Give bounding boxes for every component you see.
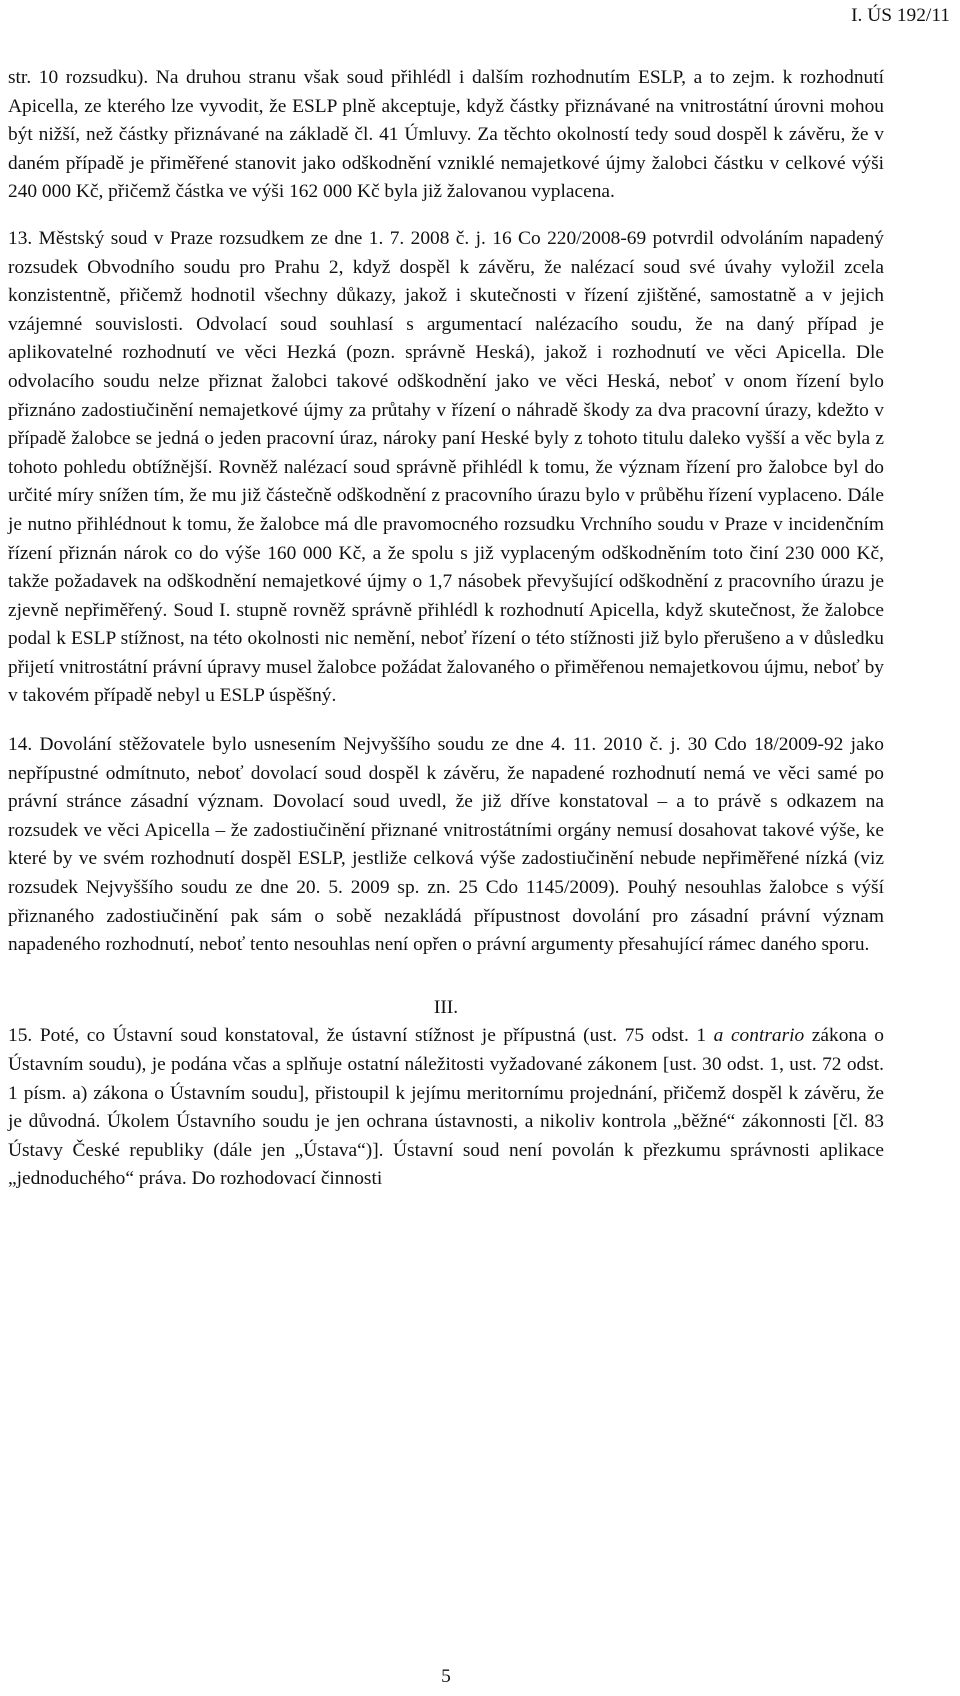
paragraph-13: 13. Městský soud v Praze rozsudkem ze dne 1. 7. 2008 č. j. 16 Co 220/2008-69 potvrdil odvoláním napadený rozsudek Obvodního soudu pro Prahu 2, když dospěl k závěru, že nalézací soud své úvahy vyložil zcela konzistentně, přičemž hodnotil všechny důkazy, jakož i skutečnosti v řízení zjištěné, samostatně a v jejich vzájemné souvislosti. Odvolací soud souhlasí s argumentací nalézacího soudu, že na daný případ je aplikovatelné rozhodnutí ve věci Hezká (pozn. správně Heská), jakož i rozhodnutí ve věci Apicella. Dle odvolacího soudu nelze přiznat žalobci takové odškodnění jako ve věci Heská, neboť v onom řízení bylo přiznáno zadostiučinění nemajetkové újmy za průtahy v řízení o náhradě škody za dva pracovní úrazy, kdežto v případě žalobce se jedná o jeden pracovní úraz, nároky paní Heské byly z tohoto titulu daleko vyšší a věc byla z tohoto pohledu obtížnější. Rovněž nalézací soud správně přihlédl k tomu, že význam řízení pro žalobce byl do určité míry snížen tím, že mu již částečně odškodnění z pracovního úrazu bylo v průběhu řízení vyplaceno. Dále je nutno přihlédnout k tomu, že žalobce má dle pravomocného rozsudku Vrchního soudu v Praze v incidenčním řízení přiznán nárok co do výše 160 000 Kč, a že spolu s již vyplaceným odškodněním toto činí 230 000 Kč, takže požadavek na odškodnění nemajetkové újmy o 1,7 násobek převyšující odškodnění z pracovního úrazu je zjevně nepřiměřený. Soud I. stupně rovněž správně přihlédl k rozhodnutí Apicella, když skutečnost, že žalobce podal k ESLP stížnost, na této okolnosti nic nemění, neboť řízení o této stížnosti již bylo přerušeno a v důsledku přijetí vnitrostátní právní úpravy musel žalobce požádat žalovaného o přiměřenou nemajetkovou újmu, neboť by v takovém případě nebyl u ESLP úspěšný. xyxy=(8,227,884,707)
paragraph-15-part-2: zákona o Ústavním soudu), je podána včas a splňuje ostatní náležitosti vyžadované zákonem [ust. 30 odst. 1, ust. 72 odst. 1 písm. a) zákona o Ústavním soudu], přistoupil k jejímu meritornímu projednání, přičemž dospěl k závěru, že je důvodná. Úkolem Ústavního soudu je jen ochrana ústavnosti, a nikoliv kontrola „běžné“ zákonnosti [čl. 83 Ústavy České republiky (dále jen „Ústava“)]. Ústavní soud není povolán k přezkumu správnosti aplikace „jednoduchého“ práva. Do rozhodovací činnosti xyxy=(8,1025,884,1190)
paragraph-12-continuation: str. 10 rozsudku). Na druhou stranu však soud přihlédl i dalším rozhodnutím ESLP, a to zejm. k rozhodnutí Apicella, ze kterého lze vyvodit, že ESLP plně akceptuje, když částky přiznávané na vnitrostátní úrovni mohou být nižší, než částky přiznávané na základě čl. 41 Úmluvy. Za těchto okolností tedy soud dospěl k závěru, že v daném případě je přiměřené stanovit jako odškodnění vzniklé nemajetkové újmy žalobci částku v celkové výši 240 000 Kč, přičemž částka ve výši 162 000 Kč byla již žalovanou vyplacena. xyxy=(8,67,884,203)
document-body xyxy=(8,64,884,1194)
paragraph-14: 14. Dovolání stěžovatele bylo usnesením Nejvyššího soudu ze dne 4. 11. 2010 č. j. 30 Cdo 18/2009-92 jako nepřípustné odmítnuto, neboť dovolací soud dospěl k závěru, že napadené rozhodnutí nemá ve věci samé po právní stránce zásadní význam. Dovolací soud uvedl, že již dříve konstatoval – a to právě s odkazem na rozsudek ve věci Apicella – že zadostiučinění přiznané vnitrostátními orgány nemusí dosahovat takové výše, ke které by ve svém rozhodnutí dospěl ESLP, jestliže celková výše zadostiučinění nebude nepřiměřené nízká (viz rozsudek Nejvyššího soudu ze dne 20. 5. 2009 sp. zn. 25 Cdo 1145/2009). Pouhý nesouhlas žalobce s výší přiznaného zadostiučinění pak sám o sobě nezakládá přípustnost dovolání pro zásadní právní význam napadeného rozhodnutí, neboť tento nesouhlas není opřen o právní argumenty přesahující rámec daného sporu. xyxy=(8,734,884,956)
section-heading: III. xyxy=(433,996,459,1018)
paragraph-15-part-1: 15. Poté, co Ústavní soud konstatoval, že ústavní stížnost je přípustná (ust. 75 odst. 1 xyxy=(8,1025,714,1047)
page-number: 5 xyxy=(441,1666,451,1687)
case-number: I. ÚS 192/11 xyxy=(851,5,950,26)
paragraph-15 xyxy=(8,1022,884,1194)
paragraph-15-italic: a contrario xyxy=(713,1025,805,1047)
